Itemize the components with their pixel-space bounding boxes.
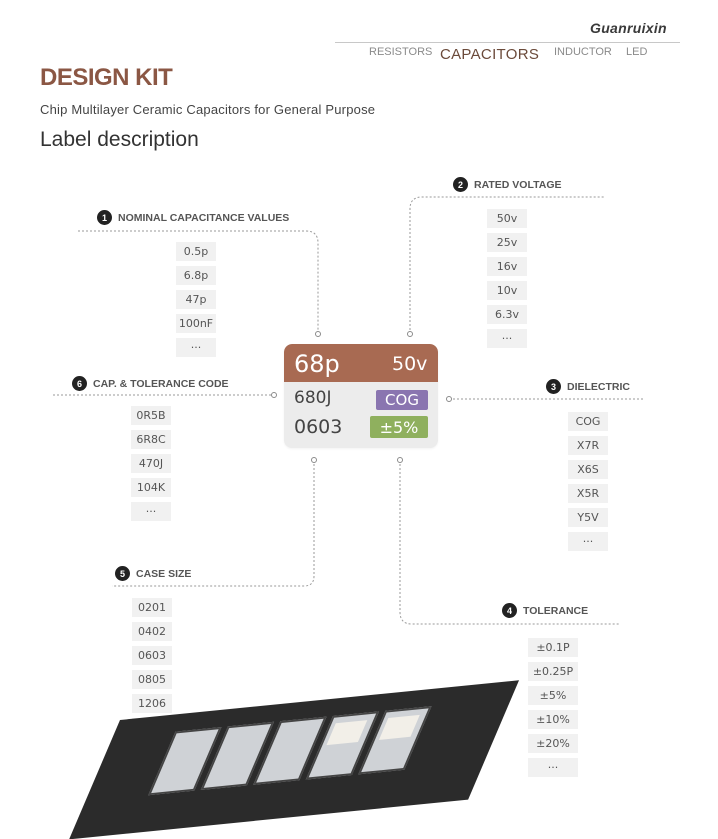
section-number-badge: 1 xyxy=(97,210,112,225)
nominal-value: 47p xyxy=(176,290,216,309)
section-heading: Label description xyxy=(40,128,199,151)
dielectric-value: ··· xyxy=(568,532,608,551)
code-value: 104K xyxy=(131,478,171,497)
label-dielectric: COG xyxy=(376,390,428,410)
tolerance-value: ±0.25P xyxy=(528,662,578,681)
section-code-label xyxy=(72,376,229,391)
case-value: 0201 xyxy=(132,598,172,617)
case-value: 0805 xyxy=(132,670,172,689)
brand-logo: Guanruixin xyxy=(590,20,667,36)
dielectric-value: X6S xyxy=(568,460,608,479)
tolerance-value: ±10% xyxy=(528,710,578,729)
section-number-badge: 5 xyxy=(115,566,130,581)
voltage-value: ··· xyxy=(487,329,527,348)
voltage-value: 25v xyxy=(487,233,527,252)
case-value: 0603 xyxy=(132,646,172,665)
nav-led[interactable]: LED xyxy=(626,46,648,58)
section-title: RATED VOLTAGE xyxy=(474,178,562,191)
label-size: 0603 xyxy=(294,416,343,438)
section-title: NOMINAL CAPACITANCE VALUES xyxy=(118,211,290,224)
section-case-label xyxy=(115,566,191,581)
nominal-value: 6.8p xyxy=(176,266,216,285)
voltage-value: 6.3v xyxy=(487,305,527,324)
voltage-value: 10v xyxy=(487,281,527,300)
voltage-value: 50v xyxy=(487,209,527,228)
section-title: DIELECTRIC xyxy=(567,380,630,393)
nav-resistors[interactable]: RESISTORS xyxy=(369,46,433,58)
section-voltage-label xyxy=(453,177,562,192)
tolerance-value: ±0.1P xyxy=(528,638,578,657)
nominal-value: ··· xyxy=(176,338,216,357)
nominal-value: 0.5p xyxy=(176,242,216,261)
dielectric-value: COG xyxy=(568,412,608,431)
label-code: 680J xyxy=(294,388,332,408)
nominal-value: 100nF xyxy=(176,314,216,333)
code-value: 470J xyxy=(131,454,171,473)
section-number-badge: 2 xyxy=(453,177,468,192)
tolerance-value: ±20% xyxy=(528,734,578,753)
label-capacitance: 68p xyxy=(294,350,340,378)
label-voltage: 50v xyxy=(392,353,428,375)
tolerance-value: ··· xyxy=(528,758,578,777)
nav-capacitors[interactable]: CAPACITORS xyxy=(440,46,540,63)
nav-inductor[interactable]: INDUCTOR xyxy=(554,46,612,58)
section-nominal-label xyxy=(97,210,289,225)
tray-label xyxy=(326,720,367,745)
section-title: CASE SIZE xyxy=(136,567,192,580)
section-tolerance-label xyxy=(502,603,588,618)
dielectric-value: X5R xyxy=(568,484,608,503)
tolerance-value: ±5% xyxy=(528,686,578,705)
code-value: 6R8C xyxy=(131,430,171,449)
code-value: 0R5B xyxy=(131,406,171,425)
section-dielectric-label xyxy=(546,379,630,394)
section-number-badge: 4 xyxy=(502,603,517,618)
code-value: ··· xyxy=(131,502,171,521)
section-number-badge: 3 xyxy=(546,379,561,394)
section-title: CAP. & TOLERANCE CODE xyxy=(93,377,229,390)
page-subtitle: Chip Multilayer Ceramic Capacitors for General Purpose xyxy=(40,102,376,117)
dielectric-value: X7R xyxy=(568,436,608,455)
case-value: 0402 xyxy=(132,622,172,641)
dielectric-value: Y5V xyxy=(568,508,608,527)
page-title: DESIGN KIT xyxy=(40,64,173,91)
section-number-badge: 6 xyxy=(72,376,87,391)
label-card xyxy=(284,344,438,448)
case-value: 1206 xyxy=(132,694,172,713)
label-tolerance: ±5% xyxy=(370,416,428,438)
section-title: TOLERANCE xyxy=(523,604,589,617)
tray-label xyxy=(379,715,420,740)
voltage-value: 16v xyxy=(487,257,527,276)
